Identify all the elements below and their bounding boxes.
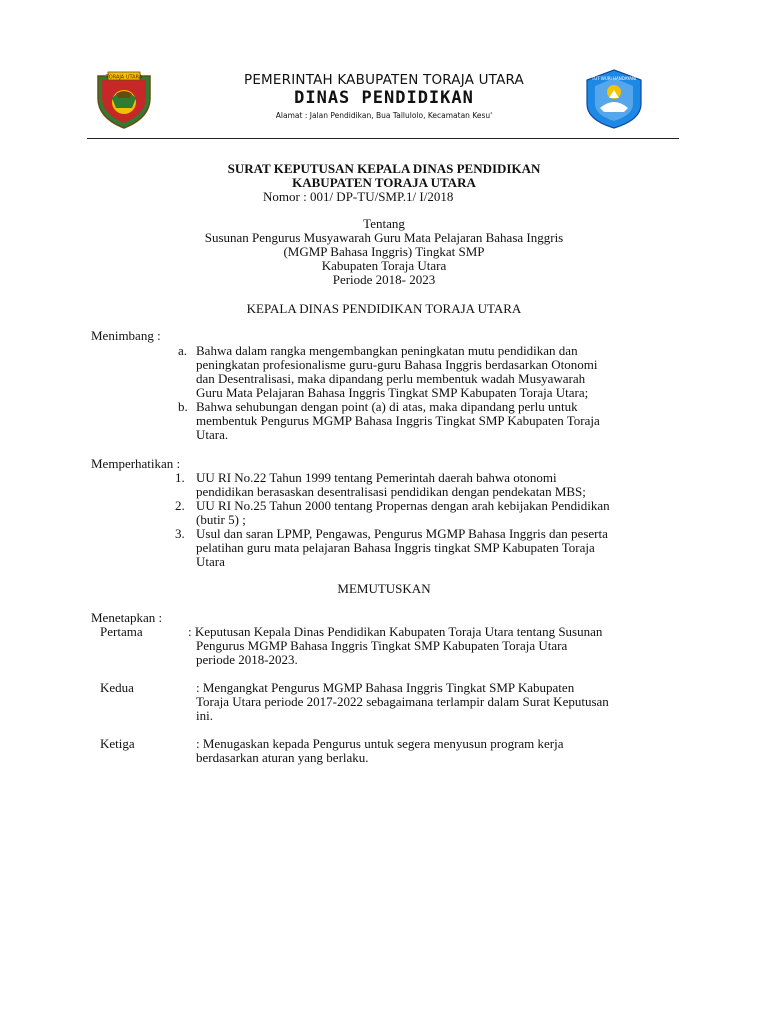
subject-about: Tentang [363, 216, 405, 231]
subject-line3: Kabupaten Toraja Utara [321, 258, 447, 273]
memperhatikan-item-marker: 2. [175, 498, 185, 513]
authority-heading: KEPALA DINAS PENDIDIKAN TORAJA UTARA [246, 301, 522, 316]
menetapkan-item-line: ini. [196, 708, 213, 723]
menimbang-item-line: Bahwa sehubungan dengan point (a) di atas, maka dipandang perlu untuk [196, 399, 578, 414]
menetapkan-item-line: : Menugaskan kepada Pengurus untuk segera menyusun program kerja [196, 736, 564, 751]
menetapkan-item-line: : Mengangkat Pengurus MGMP Bahasa Inggris Tingkat SMP Kabupaten [196, 680, 575, 695]
memperhatikan-item-line: Usul dan saran LPMP, Pengawas, Pengurus MGMP Bahasa Inggris dan peserta [196, 526, 608, 541]
decision-heading: MEMUTUSKAN [337, 581, 431, 596]
decree-title-line1: SURAT KEPUTUSAN KEPALA DINAS PENDIDIKAN [227, 161, 541, 176]
menetapkan-term: Ketiga [100, 736, 135, 751]
memperhatikan-item-line: Utara [196, 554, 225, 569]
memperhatikan-item-line: pendidikan berasaskan desentralisasi pendidikan dengan pendekatan MBS; [196, 484, 586, 499]
menimbang-label: Menimbang : [91, 328, 161, 343]
menetapkan-item-line: : Keputusan Kepala Dinas Pendidikan Kabupaten Toraja Utara tentang Susunan [188, 624, 603, 639]
decree-title-line2: KABUPATEN TORAJA UTARA [292, 175, 476, 190]
memperhatikan-item-line: UU RI No.25 Tahun 2000 tentang Propernas dengan arah kebijakan Pendidikan [196, 498, 610, 513]
menetapkan-item-line: Pengurus MGMP Bahasa Inggris Tingkat SMP Kabupaten Toraja Utara [196, 638, 568, 653]
menetapkan-term: Kedua [100, 680, 134, 695]
crest-banner-text: TORAJA UTARA [105, 74, 143, 81]
department-address: Alamat : Jalan Pendidikan, Bua Tallulolo, Kecamatan Kesu' [275, 111, 493, 120]
decree-number: Nomor : 001/ DP-TU/SMP.1/ I/2018 [263, 189, 454, 204]
menetapkan-term: Pertama [100, 624, 143, 639]
memperhatikan-item-line: (butir 5) ; [196, 512, 246, 527]
menimbang-item-line: Bahwa dalam rangka mengembangkan peningkatan mutu pendidikan dan [196, 343, 578, 358]
memperhatikan-item-line: UU RI No.22 Tahun 1999 tentang Pemerintah daerah bahwa otonomi [196, 470, 557, 485]
menimbang-item-line: dan Desentralisasi, maka dipandang perlu membentuk wadah Musyawarah [196, 371, 586, 386]
menimbang-item-line: peningkatan profesionalisme guru-guru Bahasa Inggris berdasarkan Otonomi [196, 357, 598, 372]
menimbang-item-marker: a. [178, 343, 188, 358]
menetapkan-item-line: periode 2018-2023. [196, 652, 298, 667]
memperhatikan-item-marker: 1. [175, 470, 185, 485]
menimbang-item-marker: b. [178, 399, 188, 414]
subject-line4: Periode 2018- 2023 [332, 272, 436, 287]
menetapkan-item-line: Toraja Utara periode 2017-2022 sebagaimana terlampir dalam Surat Keputusan [196, 694, 609, 709]
memperhatikan-item-marker: 3. [175, 526, 185, 541]
menimbang-item-line: Utara. [196, 427, 229, 442]
svg-text:TUT WURI HANDAYANI: TUT WURI HANDAYANI [591, 76, 637, 81]
menetapkan-item-line: berdasarkan aturan yang berlaku. [196, 750, 369, 765]
subject-line1: Susunan Pengurus Musyawarah Guru Mata Pelajaran Bahasa Inggris [204, 230, 564, 245]
subject-line2: (MGMP Bahasa Inggris) Tingkat SMP [283, 244, 485, 259]
memperhatikan-item-line: pelatihan guru mata pelajaran Bahasa Inggris tingkat SMP Kabupaten Toraja [196, 540, 595, 555]
letterhead-divider [87, 138, 679, 139]
menimbang-item-line: membentuk Pengurus MGMP Bahasa Inggris Tingkat SMP Kabupaten Toraja [196, 413, 600, 428]
department-name: DINAS PENDIDIKAN [294, 88, 474, 108]
menetapkan-label: Menetapkan : [91, 610, 163, 625]
government-name: PEMERINTAH KABUPATEN TORAJA UTARA [243, 72, 524, 88]
menimbang-item-line: Guru Mata Pelajaran Bahasa Inggris Tingkat SMP Kabupaten Toraja Utara; [196, 385, 589, 400]
memperhatikan-label: Memperhatikan : [91, 456, 181, 471]
